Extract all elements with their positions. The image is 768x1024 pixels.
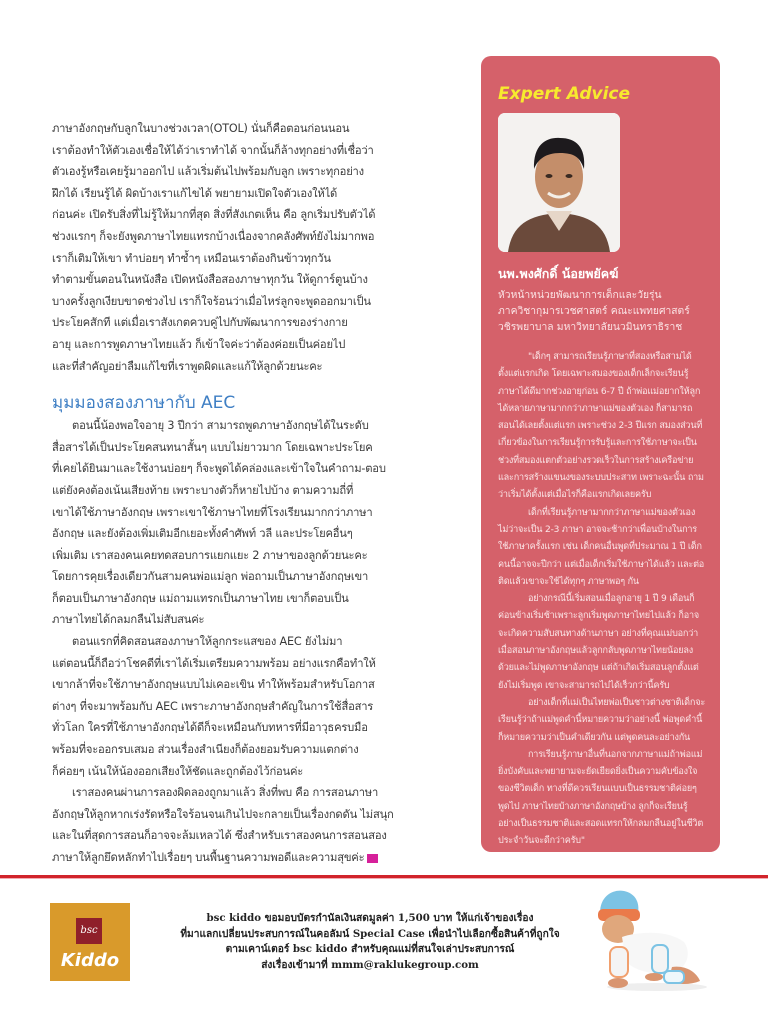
paragraph-4 [52,782,434,868]
expert-advice-title: Expert Advice [498,84,631,104]
bsc-kiddo-logo [50,903,130,981]
footer-line: ที่มาแลกเปลี่ยนประสบการณ์ในคอลัมน์ Special Case เพื่อนำไปเลือกซื้อสินค้าที่ถูกใจ [180,927,560,940]
text-line: ช่วงแรกๆ ก็จะยังพูดภาษาไทยแทรกบ้างเนื่องจากคลังศัพท์ยังไม่มากพอ [52,229,375,243]
footer-divider [0,875,768,879]
text-line: เขากล้าที่จะใช้ภาษาอังกฤษแบบไม่เคอะเขิน ทำให้พร้อมสำหรับโอกาส [52,678,375,692]
text-line: ตอนนี้น้องพอใจอายุ 3 ปีกว่า สามารถพูดภาษาอังกฤษได้ในระดับ [72,419,369,433]
expert-portrait-icon [498,113,620,252]
text-line: สื่อสารได้เป็นประโยคสนทนาสั้นๆ แบบไม่ยาวมาก โดยเฉพาะประโยค [52,440,373,454]
footer-promo-text [150,911,590,973]
expert-title-line: ภาควิชากุมารเวชศาสตร์ คณะแพทยศาสตร์ [498,305,690,317]
text-line: เราก็เติมให้เขา ทำบ่อยๆ ทำซ้ำๆ เหมือนเราต้องกินข้าวทุกวัน [52,251,331,265]
crawling-baby-image [592,887,712,997]
text-line: เราต้องทำให้ตัวเองเชื่อให้ได้ว่าเราทำได้ จากนั้นก็ล้างทุกอย่างที่เชื่อว่า [52,143,374,157]
footer-line: ตามเคาน์เตอร์ bsc kiddo สำหรับคุณแม่ที่สนใจเล่าประสบการณ์ [225,943,515,955]
text-line: แต่ยังคงต้องเน้นเสียงท้าย เพราะบางตัวก็หายไปบ้าง ตามความถี่ที่ [52,483,354,497]
section-heading: มุมมองสองภาษากับ AEC [52,393,236,414]
text-line: ตอนแรกที่คิดสอนสองภาษาให้ลูกกระแสของ AEC ยังไม่มา [72,635,343,649]
expert-quote-paragraph: เด็กที่เรียนรู้ภาษามากกว่าภาษาแม่ของตัวเองไม่ว่าจะเป็น 2-3 ภาษา อาจจะช้ากว่าเพื่อนบ้างในการใช้ภาษาครั้งแรก เช่น เด็กคนอื่นพูดที่ประมาณ 1 ปี เด็กคนนี้อาจจะปีกว่า แต่เมื่อเด็กเริ่มใช้ภาษาได้แล้ว และต่อติดแล้วเขาจะใช้ได้ทุกๆ ภาษาพอๆ กัน [498,507,705,587]
text-line: ที่เคยได้ยินมาและใช้งานบ่อยๆ ก็จะพูดได้คล่องและเข้าใจในคำถาม-ตอบ [52,462,386,476]
expert-quote-paragraph: "เด็กๆ สามารถเรียนรู้ภาษาที่สองหรือสามได้ตั้งแต่แรกเกิด โดยเฉพาะสมองของเด็กเล็กจะเรียนรู้ภาษาได้ดีมากช่วงอายุก่อน 6-7 ปี ถ้าพ่อแม่อยากให้ลูกได้หลายภาษามากกว่าภาษาแม่ของตัวเอง ก็สามารถสอนได้เลยตั้งแต่แรก เพราะช่วง 2-3 ปีแรก สมองส่วนที่เกี่ยวข้องในการเรียนรู้การรับรู้และการใช้ภาษาจะเป็นช่วงที่สมองแตกตัวอย่างรวดเร็วในการสร้างเครือข่าย และการสร้างแขนงของระบบประสาท เพราะฉะนั้น ถามว่าเริ่มได้ตั้งแต่เมื่อไรก็คือแรกเกิดเลยครับ [498,352,704,501]
expert-title [498,287,705,335]
text-line: ก็ค่อยๆ เน้นให้น้องออกเสียงให้ชัดและถูกต้องไว้ก่อนค่ะ [52,764,304,778]
text-line: เราสองคนผ่านการลองผิดลองถูกมาแล้ว สิ่งที่พบ คือ การสอนภาษา [72,786,379,800]
footer-line: ส่งเรื่องเข้ามาที่ mmm@raklukegroup.com [261,958,479,971]
logo-bsc-mark: bsc [76,918,102,944]
text-line: ภาษาอังกฤษกับลูกในบางช่วงเวลา(OTOL) นั่นก็คือตอนก่อนนอน [52,122,350,135]
expert-name: นพ.พงศักดิ์ น้อยพยัคฆ์ [498,266,619,281]
footer-line: bsc kiddo ขอมอบบัตรกำนัลเงินสดมูลค่า 1,500 บาท ให้แก่เจ้าของเรื่อง [206,912,534,924]
text-line: เขาได้ใช้ภาษาอังกฤษ เพราะเขาใช้ภาษาไทยที่โรงเรียนมากกว่าภาษา [52,505,373,519]
text-line: เพิ่มเติม เราสองคนเคยทดสอบการแยกแยะ 2 ภาษาของลูกด้วยนะคะ [52,548,368,562]
text-line: โดยการคุยเรื่องเดียวกันสามคนพ่อแม่ลูก พ่อถามเป็นภาษาอังกฤษเขา [52,570,369,584]
text-line [52,847,434,869]
text-line: ทั่วโลก ใครที่ใช้ภาษาอังกฤษได้ดีก็จะเหมือนกับทหารที่มีอาวุธครบมือ [52,721,368,735]
baby-icon [592,887,712,997]
text-line: อังกฤษให้ลูกหากเร่งรัดหรือใจร้อนจนเกินไปจะกลายเป็นเรื่องกดดัน ไม่สนุก [52,807,394,821]
text-line: และในที่สุดการสอนก็อาจจะล้มเหลวได้ ซึ่งสำหรับเราสองคนการสอนสอง [52,829,387,843]
text-line: อายุ และการพูดภาษาไทยแล้ว ก็เข้าใจค่ะว่าต้องค่อยเป็นค่อยไป [52,337,346,351]
paragraph-2 [52,415,434,631]
text-line: ฝึกได้ เรียนรู้ได้ ผิดบ้างเราแก้ไขได้ พยายามเปิดใจตัวเองให้ได้ [52,186,338,200]
text-line: ประโยคสักที แต่เมื่อเราสังเกตควบคู่ไปกับพัฒนาการของร่างกาย [52,316,348,330]
expert-advice-box [481,56,720,852]
expert-quote-paragraph: อย่างเด็กที่แม่เป็นไทยพ่อเป็นชาวต่างชาติเด็กจะเรียนรู้ว่าถ้าแม่พูดคำนี้หมายความว่าอย่างนี้ พ่อพูดคำนี้ก็หมายความว่าเป็นคำเดียวกัน แต่พูดคนละอย่างกัน [498,697,706,743]
text-line: บางครั้งลูกเงียบขาดช่วงไป เราก็ใจร้อนว่าเมื่อไหร่ลูกจะพูดออกมาเป็น [52,294,371,308]
text-line-content: ภาษาให้ลูกยึดหลักทำไปเรื่อยๆ บนพื้นฐานความพอดีและความสุขค่ะ [52,851,365,864]
end-of-article-icon [367,854,378,863]
text-line: ทำตามขั้นตอนในหนังสือ เปิดหนังสือสองภาษาทุกวัน ให้ดูการ์ตูนบ้าง [52,273,368,287]
text-line: แต่ตอนนี้ก็ถือว่าโชคดีที่เราได้เริ่มเตรียมความพร้อม อย่างแรกคือทำให้ [52,656,376,670]
intro-paragraph [52,118,434,377]
text-line: ตัวเองรู้หรือเคยรู้มาออกไป แล้วเริ่มต้นไปพร้อมกับลูก เพราะทุกอย่าง [52,165,364,179]
expert-title-line: หัวหน้าหน่วยพัฒนาการเด็กและวัยรุ่น [498,289,662,301]
text-line: ก็ตอบเป็นภาษาอังกฤษ แม่ถามแทรกเป็นภาษาไทย เขาก็ตอบเป็น [52,591,349,605]
expert-quote-paragraph: การเรียนรู้ภาษาอื่นที่นอกจากภาษาแม่ถ้าพ่อแม่ยิ่งบังคับและพยายามจะยัดเยียดยิ่งเป็นความคับข้องใจของชีวิตเด็ก ทางที่ดีควรเรียนแบบเป็นธรรมชาติค่อยๆ พูดไป ภาษาไทยบ้างภาษาอังกฤษบ้าง ลูกก็จะเรียนรู้อย่างเป็นธรรมชาติและสอดแทรกให้กลมกลืนอยู่ในชีวิตประจำวันจะดีกว่าครับ" [498,749,704,847]
expert-quote-paragraph: อย่างกรณีนี้เริ่มสอนเมื่อลูกอายุ 1 ปี 9 เดือนก็ค่อนข้างเริ่มช้าเพราะลูกเริ่มพูดภาษาไทยไปแล้ว ก็อาจจะเกิดความสับสนทางด้านภาษา อย่างที่คุณแม่บอกว่าเมื่อสอนภาษาอังกฤษแล้วลูกกลับพูดภาษาไทยน้อยลงด้วยและไม่พูดภาษาอังกฤษ แต่ถ้าเกิดเริ่มสอนลูกตั้งแต่ยังไม่เริ่มพูด เขาจะสามารถไปได้เร็วกว่านี้ครับ [498,594,700,691]
text-line: ก่อนค่ะ เปิดรับสิ่งที่ไม่รู้ให้มากที่สุด สิ่งที่สังเกตเห็น คือ ลูกเริ่มปรับตัวได้ [52,208,376,222]
text-line: อังกฤษ และยังต้องเพิ่มเติมอีกเยอะทั้งคำศัพท์ วลี และประโยคอื่นๆ [52,527,353,541]
text-line: และที่สำคัญอย่าลืมแก้ไขที่เราพูดผิดและแก้ให้ลูกด้วยนะคะ [52,359,323,373]
text-line: ภาษาไทยได้กลมกลืนไม่สับสนค่ะ [52,613,205,627]
expert-photo [498,113,620,252]
article-body [52,118,434,869]
text-line: ต่างๆ ที่จะมาพร้อมกับ AEC เพราะภาษาอังกฤษสำคัญในการใช้สื่อสาร [52,699,374,713]
expert-title-line: วชิรพยาบาล มหาวิทยาลัยนวมินทราธิราช [498,321,683,333]
logo-kiddo-text: Kiddo [60,950,120,971]
paragraph-3 [52,631,434,782]
text-line: พร้อมที่จะออกรบเสมอ ส่วนเรื่องสำเนียงก็ต้องยอมรับความแตกต่าง [52,743,359,757]
